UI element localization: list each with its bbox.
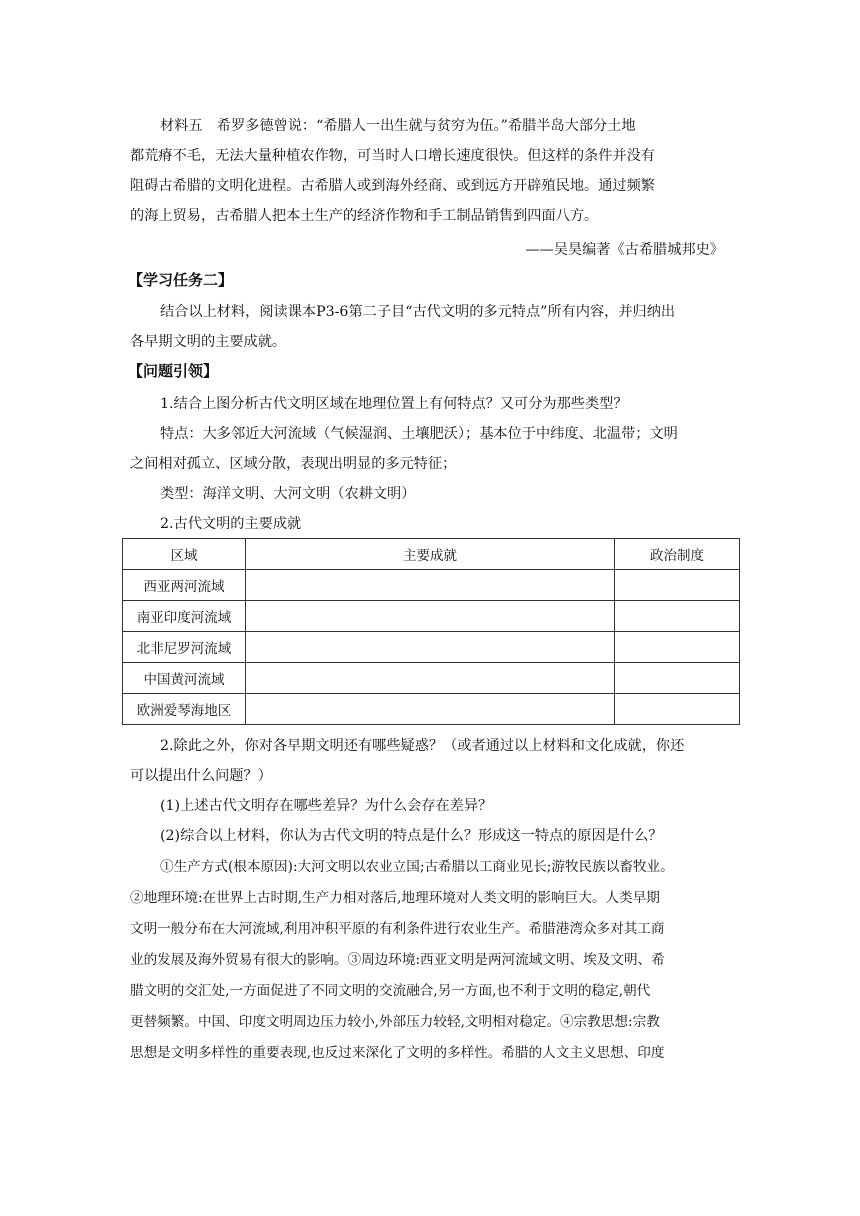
answer-line: ②地理环境:在世界上古时期,生产力相对落后,地理环境对人类文明的影响巨大。人类早期 [130, 890, 660, 906]
region-cell: 欧洲爱琴海地区 [123, 694, 246, 725]
achievements-cell[interactable] [246, 601, 615, 632]
task2-line: 各早期文明的主要成就。 [130, 334, 287, 350]
region-cell: 北非尼罗河流域 [123, 632, 246, 663]
achievements-cell[interactable] [246, 694, 615, 725]
table-row [123, 601, 740, 632]
features-line: 之间相对孤立、区域分散，表现出明显的多元特征； [130, 456, 457, 472]
table-row [123, 694, 740, 725]
region-cell: 中国黄河流域 [123, 663, 246, 694]
material5-line: 都荒瘠不毛，无法大量种植农作物，可当时人口增长速度很快。但这样的条件并没有 [130, 148, 655, 164]
task2-heading: 【学习任务二】 [128, 271, 234, 289]
types-line: 类型：海洋文明、大河文明（农耕文明） [160, 486, 416, 502]
answer-line: ①生产方式(根本原因):大河文明以农业立国;古希腊以工商业见长;游牧民族以畜牧业。 [160, 859, 674, 875]
political-system-cell[interactable] [615, 663, 740, 694]
header-achievements: 主要成就 [246, 539, 615, 570]
table-row [123, 632, 740, 663]
region-cell: 南亚印度河流域 [123, 601, 246, 632]
guide-question-2: 2.古代文明的主要成就 [160, 516, 302, 532]
task2-line: 结合以上材料，阅读课本P3-6第二子目“古代文明的多元特点”所有内容，并归纳出 [160, 304, 676, 320]
table-header-row [123, 539, 740, 570]
question-line: 2.除此之外，你对各早期文明还有哪些疑惑？（或者通过以上材料和文化成就，你还 [160, 738, 685, 754]
features-line: 特点：大多邻近大河流域（气候湿润、土壤肥沃）；基本位于中纬度、北温带；文明 [160, 426, 678, 442]
answer-line: 更替频繁。中国、印度文明周边压力较小,外部压力较轻,文明相对稳定。④宗教思想:宗教 [130, 1014, 660, 1030]
achievements-cell[interactable] [246, 570, 615, 601]
sub-question-2: (2)综合以上材料，你认为古代文明的特点是什么？形成这一特点的原因是什么？ [160, 828, 663, 844]
answer-line: 文明一般分布在大河流域,利用冲积平原的有利条件进行农业生产。希腊港湾众多对其工商 [130, 921, 665, 937]
achievements-table [122, 538, 740, 725]
material5-source: ——吴昊编著《古希腊城邦史》 [525, 242, 724, 258]
material5-line: 阻碍古希腊的文明化进程。古希腊人或到海外经商、或到远方开辟殖民地。通过频繁 [130, 178, 655, 194]
answer-line: 业的发展及海外贸易有很大的影响。③周边环境:西亚文明是两河流域文明、埃及文明、希 [130, 952, 665, 968]
political-system-cell[interactable] [615, 632, 740, 663]
material5-line: 的海上贸易，古希腊人把本土生产的经济作物和手工制品销售到四面八方。 [130, 208, 599, 224]
political-system-cell[interactable] [615, 694, 740, 725]
guide-heading: 【问题引领】 [128, 362, 219, 380]
header-region: 区域 [123, 539, 246, 570]
question-line: 可以提出什么问题？） [130, 768, 272, 784]
table-row [123, 663, 740, 694]
table-row [123, 570, 740, 601]
political-system-cell[interactable] [615, 570, 740, 601]
material5-line: 材料五 希罗多德曾说：“希腊人一出生就与贫穷为伍。”希腊半岛大部分土地 [160, 118, 636, 134]
achievements-cell[interactable] [246, 663, 615, 694]
answer-line: 腊文明的交汇处,一方面促进了不同文明的交流融合,另一方面,也不利于文明的稳定,朝代 [130, 983, 651, 999]
guide-question-1: 1.结合上图分析古代文明区域在地理位置上有何特点？又可分为那些类型？ [160, 396, 628, 412]
header-political-system: 政治制度 [615, 539, 740, 570]
achievements-cell[interactable] [246, 632, 615, 663]
answer-line: 思想是文明多样性的重要表现,也反过来深化了文明的多样性。希腊的人文主义思想、印度 [130, 1045, 665, 1061]
political-system-cell[interactable] [615, 601, 740, 632]
region-cell: 西亚两河流域 [123, 570, 246, 601]
sub-question-1: (1)上述古代文明存在哪些差异？为什么会存在差异？ [160, 798, 493, 814]
